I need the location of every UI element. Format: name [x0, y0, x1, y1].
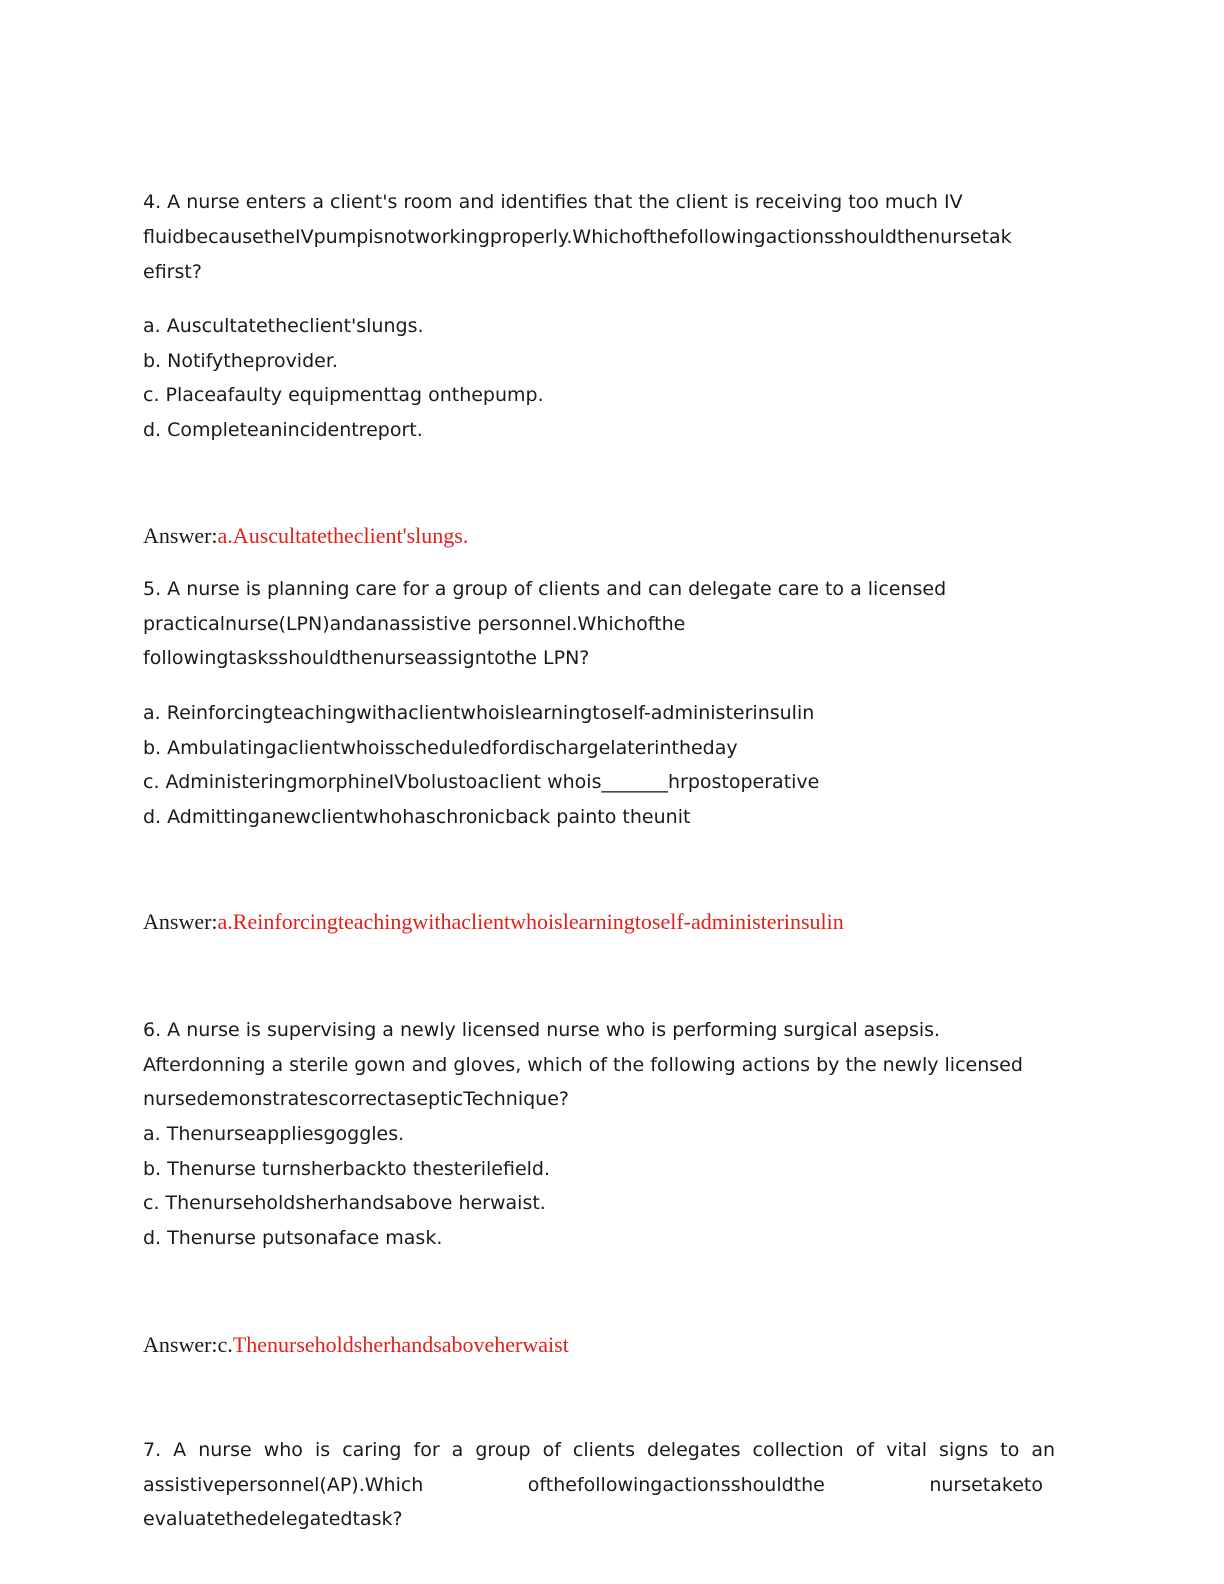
question-7-line-2-part-3: nursetaketo: [929, 1473, 1043, 1496]
answer-text: a.Reinforcingteachingwithaclientwhoislearningtoself-administerinsulin: [217, 909, 844, 934]
question-6-options: [143, 1117, 1048, 1255]
question-7-stem: [143, 1433, 1056, 1537]
question-7-line-2-part-1: assistivepersonnel(AP).Which: [143, 1473, 424, 1496]
question-7-line-1: [143, 1433, 1056, 1468]
question-4-stem: 4. A nurse enters a client's room and identifies that the client is receiving too much IV: [143, 191, 963, 213]
question-6-stem: 6. A nurse is supervising a newly licensed nurse who is performing surgical asepsis. Afterdonning a sterile gown and gloves, which of the following actions by the newly licensed nursedemonstratescorrectasepticTechnique?: [143, 1019, 1023, 1110]
question-4-answer: [143, 521, 468, 551]
answer-label: Answer:: [143, 909, 218, 934]
question-5-options: [143, 696, 1048, 834]
question-4-option-c: c. Placeafaulty equipmenttag onthepump.: [143, 384, 544, 406]
answer-text: Thenurseholdsherhandsaboveherwaist: [232, 1332, 569, 1357]
question-6-option-a: a. Thenurseappliesgoggles.: [143, 1123, 405, 1145]
question-4-option-a: a. Auscultatetheclient'slungs.: [143, 315, 424, 337]
question-4-options: [143, 309, 1048, 447]
question-7-line-3: evaluatethedelegatedtask?: [143, 1508, 403, 1530]
answer-label: Answer:: [143, 523, 218, 548]
question-4: [143, 185, 1048, 220]
question-5-option-c: c. AdministeringmorphineIVbolustoaclient whois_______hrpostoperative: [143, 771, 820, 793]
question-5-option-a: a. Reinforcingteachingwithaclientwhoislearningtoself-administerinsulin: [143, 702, 815, 724]
question-5-option-d: d. Admittinganewclientwhohaschronicback painto theunit: [143, 805, 691, 828]
question-5-option-b: b. Ambulatingaclientwhoisscheduledfordischargelaterintheday: [143, 736, 738, 759]
question-6-option-d: d. Thenurse putsonaface mask.: [143, 1226, 443, 1249]
question-7-line-2: [143, 1468, 1043, 1503]
answer-label: Answer:c.: [143, 1332, 233, 1357]
question-4-option-b: b. Notifytheprovider.: [143, 349, 338, 372]
question-6-answer: [143, 1330, 569, 1360]
question-4-option-d: d. Completeanincidentreport.: [143, 418, 423, 441]
question-7-line-1-text: 7. A nurse who is caring for a group of clients delegates collection of vital signs to an: [143, 1439, 1056, 1461]
question-5-stem: 5. A nurse is planning care for a group of clients and can delegate care to a licensed practicalnurse(LPN)andanassistive personnel.Whichofthe followingtasksshouldthenurseassigntothe LPN?: [143, 578, 947, 669]
question-4-stem-cont: fluidbecausetheIVpumpisnotworkingproperly.Whichofthefollowingactionsshouldthenursetak efirst?: [143, 226, 1012, 283]
question-7-line-2-part-2: ofthefollowingactionsshouldthe: [527, 1473, 825, 1496]
question-5-answer: [143, 907, 844, 937]
answer-text: a.Auscultatetheclient'slungs.: [217, 523, 469, 548]
question-6-option-b: b. Thenurse turnsherbackto thesterilefield.: [143, 1157, 551, 1180]
question-6-option-c: c. Thenurseholdsherhandsabove herwaist.: [143, 1192, 546, 1214]
